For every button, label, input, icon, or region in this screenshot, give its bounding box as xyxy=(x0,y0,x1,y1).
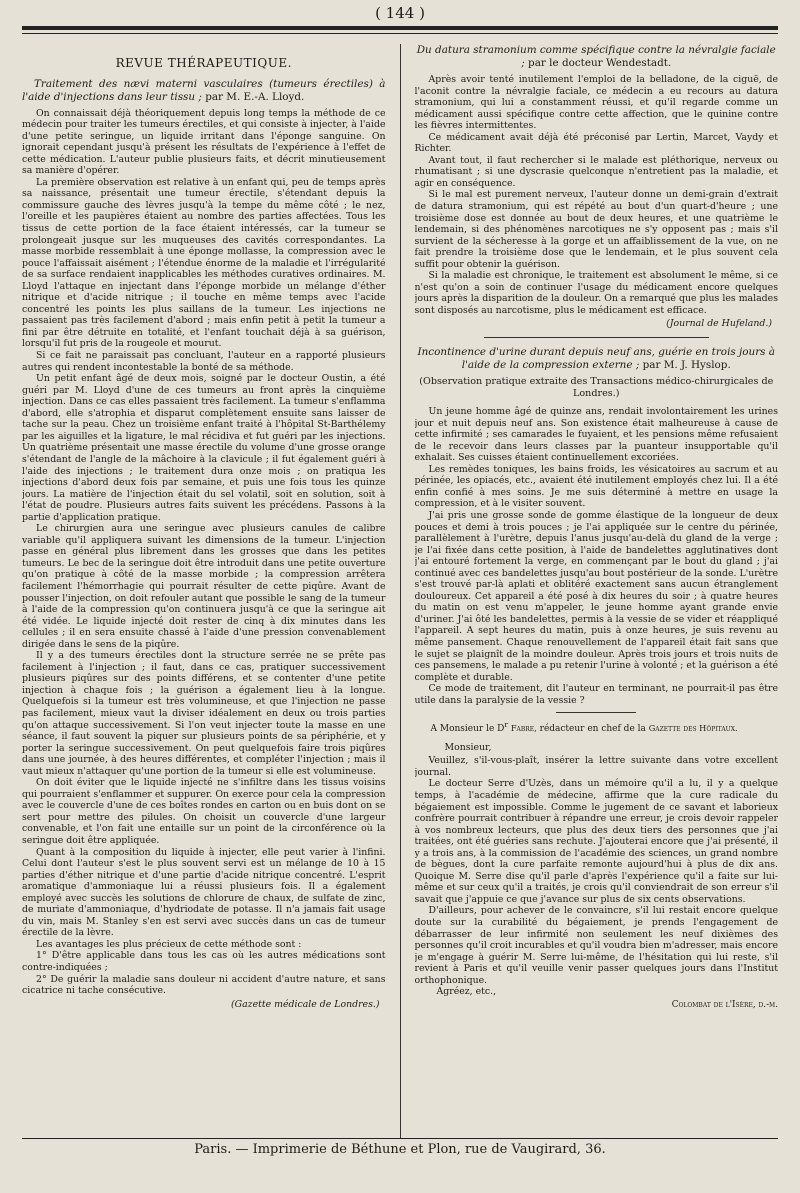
letter-close: Agréez, etc., xyxy=(436,986,497,998)
observation-note: (Observation pratique extraite des Transactions médico-chirurgicales de Londres.) xyxy=(419,376,774,400)
paragraph: Avant tout, il faut rechercher si le malade est pléthorique, nerveux ou rhumatisant ; si une dyscrasie quelconque n'entretient pas la maladie, et agir en conséquence. xyxy=(414,154,778,189)
paragraph: La première observation est relative à un enfant qui, peu de temps après sa naissance, présentait une tumeur érectile, s'étendant depuis la commissure gauche des lèvres jusqu'à la tempe du même côté ; le nez, l'oreille et les paupières étaient au nombre des parties affectées. Tous les tissus de cette portion de la face étaient intéressés, car la tumeur se prolongeait jusque sur les muqueuses des cavités correspondantes. La masse morbide ressemblait à une éponge mollasse, la compression avec le pouce l'affaissait aisément ; l'étendue énorme de la maladie et l'irrégularité de sa surface rendaient inapplicables les méthodes curatives ordinaires. M. Lloyd l'attaque en injectant dans l'éponge morbide un mélange d'éther nitrique et d'acide nitrique ; il touche en même temps avec l'acide concentré les points les plus saillans de la tumeur. Les injections ne passaient pas très facilement d'abord ; mais enfin petit à petit la tumeur a fini par être détruite en totalité, et l'enfant touchait déjà à sa guérison, lorsqu'il fut pris de la rougeole et mourut. xyxy=(22,176,386,350)
letter-separator xyxy=(556,712,636,713)
paragraph: On connaissait déjà théoriquement depuis long temps la méthode de ce médecin pour traiter les tumeurs érectiles, et qui consiste à injecter, à l'aide d'une petite seringue, un liquide irritant dans l'éponge sanguine. On ignorait cependant jusqu'à présent les résultats de l'expérience à l'effet de cette médication. L'auteur publie plusieurs faits, et décrit minutieusement sa manière d'opérer. xyxy=(22,107,386,177)
paragraph: Un jeune homme âgé de quinze ans, rendait involontairement les urines jour et nuit depuis neuf ans. Son existence était malheureuse à cause de cette infirmité ; ses camarades le fuyaient, et les pensions même refusaient de le recevoir dans leurs classes par la puanteur insupportable qu'il exhalait. Ses cuisses étaient continuellement excoriées. xyxy=(414,406,778,464)
article-title-text: Traitement des nævi materni vasculaires (tumeurs érectiles) à l'aide d'injections dans leur tissu ; xyxy=(22,77,386,103)
letter-heading-sup: r xyxy=(504,720,508,730)
paragraph: Le docteur Serre d'Uzès, dans un mémoire qu'il a lu, il y a quelque temps, à l'académie de médecine, affirme que la cure radicale du bégaiement est impossible. Comme le jugement de ce savant et laborieux confrère pourrait contribuer à répandre une erreur, je crois devoir rappeler à vos nombreux lecteurs, que plus des deux tiers des personnes que j'ai traitées, ont été guéries sans rechute. J'ajouterai encore que j'ai présenté, il y a trois ans, à la commission de l'académie des sciences, un grand nombre de bègues, dont la cure parfaite remonte aujourd'hui à plus de dix ans. Quoique M. Serre dise qu'il parle d'après l'expérience qu'il a faite sur lui-même et sur ceux qu'il a traités, je crois qu'il conviendrait de son erreur s'il savait que j'appuie ce que j'avance sur plus de six cents observations. xyxy=(414,778,778,905)
letter-heading-pre: A Monsieur le D xyxy=(430,724,505,735)
article-author: par M. E.-A. Lloyd. xyxy=(205,90,305,103)
paragraph: Les avantages les plus précieux de cette méthode sont : xyxy=(36,938,302,950)
article-author: par le docteur Wendestadt. xyxy=(528,57,672,69)
columns xyxy=(22,44,778,1139)
page-number: ( 144 ) xyxy=(375,4,425,22)
top-rule-thin xyxy=(22,33,778,34)
column-divider xyxy=(400,44,401,1139)
right-column xyxy=(415,44,779,1139)
article-title xyxy=(415,44,779,70)
paragraph: Veuillez, s'il-vous-plaît, insérer la lettre suivante dans votre excellent journal. xyxy=(414,755,778,778)
paragraph: Un petit enfant âgé de deux mois, soigné par le docteur Oustin, a été guéri par M. Lloyd d'une de ces tumeurs au front après la cinquième injection. Dans ce cas elles passaient très facilement. La tumeur s'enflamma d'abord, elle s'atrophia et disparut complètement ensuite sans laisser de tache sur la peau. Chez un troisième enfant traité à l'hôpital St-Barthélemy par les aiguilles et la ligature, le mal récidiva et fut guéri par les injections. Un quatrième présentait une masse érectile du volume d'une grosse orange s'étendant de l'angle de la mâchoire à la clavicule ; il fut également guéri à l'aide des injections ; le traitement dura onze mois ; on pratiqua les injections d'abord deux fois par semaine, et puis une fois tous les quinze jours. La matière de l'injection était du sel volatil, soit en solution, soit à l'état de poudre. Plusieurs autres faits suivent les précédens. Passons à la partie d'application pratique. xyxy=(22,373,386,523)
letter-signature: Colombat de l'Isère, d.-m. xyxy=(671,999,778,1010)
article-author: par M. J. Hyslop. xyxy=(642,359,731,372)
paragraph: J'ai pris une grosse sonde de gomme élastique de la longueur de deux pouces et demi à trois pouces ; je l'ai appliquée sur le centre du périnée, parallèlement à l'urètre, depuis l'anus jusqu'au-delà du gland de la verge ; je l'ai fixée dans cette position, à l'aide de bandelettes agglutinatives dont j'ai entouré fortement la verge, en commençant par le bout du gland ; j'ai continué avec ces bandelettes jusqu'au bout postérieur de la sonde. L'urètre s'est trouvé par-là aplati et oblitéré exactement sans aucun étranglement douloureux. Cet appareil a été posé à dix heures du soir ; à quatre heures du matin on est venu m'appeler, le jeune homme ayant grande envie d'uriner. J'ai ôté les bandelettes, permis à la vessie de se vider et réappliqué l'appareil. A sept heures du matin, puis à onze heures, je suis revenu au même pansement. Chaque renouvellement de l'appareil était fait sans que le sujet se plaignît de la moindre douleur. Après trois jours et trois nuits de ces pansemens, le malade a pu retenir l'urine à volonté ; et la guérison a été complète et durable. xyxy=(414,509,778,683)
paragraph: D'ailleurs, pour achever de le convaincre, s'il lui restait encore quelque doute sur la curabilité du bégaiement, je prends l'engagement de débarrasser de leur infirmité non seulement les neuf dixièmes des personnes qu'il croit incurables et qu'il voudra bien m'adresser, mais encore je m'engage à guérir M. Serre lui-même, de l'hésitation qui lui reste, s'il revient à Paris et qu'il veuille venir passer quelques jours dans l'Institut orthophonique. xyxy=(414,905,778,986)
paragraph: Si ce fait ne paraissait pas concluant, l'auteur en a rapporté plusieurs autres qui rendent incontestable la bonté de sa méthode. xyxy=(22,350,386,373)
list-item: 1° D'être applicable dans tous les cas où les autres médications sont contre-indiquées ; xyxy=(22,950,386,974)
source-citation: (Gazette médicale de Londres.) xyxy=(230,998,380,1010)
paragraph: Après avoir tenté inutilement l'emploi de la belladone, de la ciguë, de l'aconit contre la névralgie faciale, ce médecin a eu recours au datura stramonium, qui lui a constamment réussi, et qu'il regarde comme un médicament aussi spécifique contre cette affection, que le quinine contre les fièvres intermittentes. xyxy=(414,74,778,132)
paragraph: Ce mode de traitement, dit l'auteur en terminant, ne pourrait-il pas être utile dans la paralysie de la vessie ? xyxy=(414,683,778,706)
imprint-line: Paris. — Imprimerie de Béthune et Plon, rue de Vaugirard, 36. xyxy=(194,1142,606,1157)
article-title xyxy=(415,346,779,372)
letter-salutation: Monsieur, xyxy=(444,741,492,753)
article-title-text: Du datura stramonium comme spécifique contre la névralgie faciale ; xyxy=(416,44,776,69)
paragraph: Le chirurgien aura une seringue avec plusieurs canules de calibre variable qu'il appliquera suivant les dimensions de la tumeur. L'injection passe en général plus librement dans les grosses que dans les petites tumeurs. Le bec de la seringue doit être introduit dans une petite ouverture qu'on pratique à côté de la masse morbide ; la compression arrêtera facilement l'hémorrhagie qui pourrait résulter de cette piqûre. Avant de pousser l'injection, on doit refouler autant que possible le sang de la tumeur à l'aide de la compression qu'on continuera jusqu'à ce que la seringue ait été vidée. Le liquide injecté doit rester de cinq à dix minutes dans les cellules ; il en sera ensuite chassé à l'aide d'une pression convenablement dirigée dans le sens de la piqûre. xyxy=(22,523,386,650)
paragraph: Si le mal est purement nerveux, l'auteur donne un demi-grain d'extrait de datura stramonium, qui est répété au bout d'un quart-d'heure ; une troisième dose est donnée au bout de deux heures, et une quatrième le lendemain, si des phénomènes narcotiques ne s'y opposent pas ; mais s'il survient de la sécheresse à la gorge et un affaiblissement de la vue, on ne fait prendre la troisième dose que le lendemain, et le plus souvent cela suffit pour obtenir la guérison. xyxy=(414,189,778,270)
paragraph: Ce médicament avait déjà été préconisé par Lertin, Marcet, Vaydy et Richter. xyxy=(414,131,778,155)
paragraph: Quant à la composition du liquide à injecter, elle peut varier à l'infini. Celui dont l'auteur s'est le plus souvent servi est un mélange de 10 à 15 parties d'éther nitrique et d'une partie d'acide nitrique concentré. L'esprit aromatique d'ammoniaque lui a réussi plusieurs fois. Il a également employé avec succès les solutions de chlorure de chaux, de sulfate de zinc, de muriate d'ammoniaque, d'hydriodate de potasse. Il n'a jamais fait usage du vin, mais M. Stanley s'en est servi avec succès dans un cas de tumeur érectile de la lèvre. xyxy=(22,846,386,939)
letter-heading-journal: Gazette des Hôpitaux. xyxy=(648,723,738,734)
bottom-rule xyxy=(22,1138,778,1139)
letter-heading-name: Fabre, xyxy=(510,723,537,734)
paragraph: Les remèdes toniques, les bains froids, les vésicatoires au sacrum et au périnée, les opiacés, etc., avaient été inutilement employés chez lui. Il a été enfin confié à mes soins. Je me suis déterminé à mettre en usage la compression, et à le visiter souvent. xyxy=(414,463,778,510)
top-rule-thick xyxy=(22,26,778,30)
section-heading: REVUE THÉRAPEUTIQUE. xyxy=(115,56,292,70)
list-item: 2° De guérir la maladie sans douleur ni accident d'autre nature, et sans cicatrice ni tache consécutive. xyxy=(22,973,386,997)
paragraph: Il y a des tumeurs érectiles dont la structure serrée ne se prête pas facilement à l'injection ; il faut, dans ce cas, pratiquer successivement plusieurs piqûres sur des points différens, et se contenter d'une petite injection à chaque fois ; la guérison a également lieu à la longue. Quelquefois si la tumeur est très volumineuse, et que l'injection ne passe pas facilement, mieux vaut la diviser idéalement en deux ou trois parties qu'on attaque successivement. Si l'on veut injecter toute la masse en une séance, il faut souvent la piquer sur plusieurs points de sa périphérie, et y porter la seringue successivement. On peut quelquefois faire trois piqûres dans une journée, à des heures différentes, et compléter l'injection ; mais il vaut mieux n'attaquer qu'une portion de la tumeur si elle est volumineuse. xyxy=(22,650,386,777)
letter-heading xyxy=(415,719,779,736)
article-title xyxy=(22,78,386,104)
left-column xyxy=(22,44,386,1139)
source-citation: (Journal de Hufeland.) xyxy=(666,318,772,330)
paragraph: On doit éviter que le liquide injecté ne s'infiltre dans les tissus voisins qui pourraient s'enflammer et suppurer. On exerce pour cela la compression avec le couvercle d'une de ces boîtes rondes en carton ou en buis dont on se sert pour mettre des pilules. On choisit un couvercle d'une largeur convenable, et l'on fait une entaille sur un point de la circonférence où la seringue doit être appliquée. xyxy=(22,777,386,846)
article-separator xyxy=(484,337,709,338)
letter-heading-mid: rédacteur en chef de la xyxy=(539,724,646,735)
paragraph: Si la maladie est chronique, le traitement est absolument le même, si ce n'est qu'on a soin de continuer l'usage du médicament encore quelques jours après la disparition de la douleur. On a remarqué que plus les malades sont disposés au narcotisme, plus le médicament est efficace. xyxy=(414,270,778,316)
article-title-text: Incontinence d'urine durant depuis neuf ans, guérie en trois jours à l'aide de la compression externe ; xyxy=(417,346,775,372)
